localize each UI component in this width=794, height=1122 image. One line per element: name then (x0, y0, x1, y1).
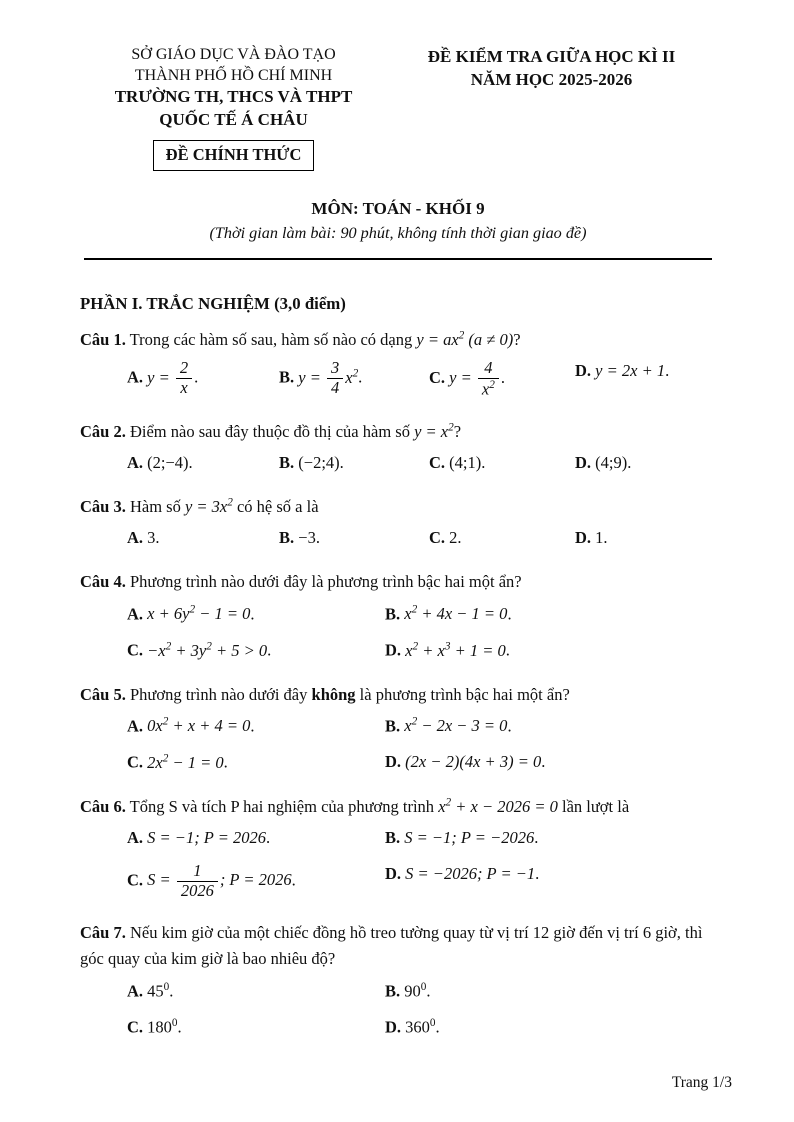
question (80, 569, 716, 668)
option-label: A. (127, 453, 144, 473)
fraction-numerator: 1 (177, 862, 218, 882)
answer-option: B. $x^2 - 2x - 3 = 0$. (385, 715, 512, 736)
header-divider (84, 258, 712, 260)
option-label: C. (127, 870, 144, 890)
option-label: A. (127, 367, 144, 387)
fraction-numerator: 3 (327, 359, 343, 379)
question-text: Câu 2. Điểm nào sau đây thuộc đồ thị của hàm số $y = x^2$? (80, 421, 462, 441)
answer-option: A. $45^0$. (127, 980, 174, 1001)
option-label: A. (127, 716, 144, 736)
option-label: D. (575, 528, 592, 548)
option-label: A. (127, 981, 144, 1001)
option-label: D. (575, 453, 592, 473)
answer-option: C. $180^0$. (127, 1017, 182, 1037)
answer-option: C. $-x^2 + 3y^2 + 5 > 0$. (127, 640, 272, 660)
document-header (80, 44, 716, 171)
option-label: B. (279, 453, 295, 473)
department-line-2: THÀNH PHỐ HỒ CHÍ MINH (134, 67, 333, 85)
answer-option: C. (4;1). (429, 453, 486, 473)
official-exam-badge: ĐỀ CHÍNH THỨC (153, 140, 315, 171)
answer-option: C. y = $\frac{4}{x^2}$ . (429, 358, 505, 399)
question-number: Câu 3. (80, 497, 126, 516)
option-label: C. (429, 368, 446, 388)
fraction-denominator: x (180, 378, 188, 398)
options-grid (80, 820, 716, 907)
department-line-1: SỞ GIÁO DỤC VÀ ĐÀO TẠO (131, 46, 336, 63)
options-grid (80, 708, 716, 781)
option-label: B. (385, 604, 401, 624)
option-label: A. (127, 528, 144, 548)
question-number: Câu 1. (80, 329, 126, 349)
options-grid (80, 353, 716, 405)
answer-option: B. $x^2 + 4x - 1 = 0$. (385, 603, 512, 624)
answer-option: A. 3. (127, 528, 160, 548)
question-text: Câu 5. Phương trình nào dưới đây không là phương trình bậc hai một ẩn? (80, 684, 570, 704)
answer-option: A. y = $\frac{2}{x}$ . (127, 358, 199, 398)
fraction-numerator: 4 (478, 359, 499, 379)
option-label: C. (127, 640, 144, 660)
question (80, 494, 716, 556)
options-grid (80, 520, 716, 556)
subject-title: MÔN: TOÁN - KHỐI 9 (311, 198, 485, 218)
question-text: Câu 4. Phương trình nào dưới đây là phương trình bậc hai một ẩn? (80, 572, 522, 592)
duration-note: (Thời gian làm bài: 90 phút, không tính thời gian giao đề) (209, 223, 587, 242)
exam-title: ĐỀ KIỂM TRA GIỮA HỌC KÌ II (427, 47, 676, 66)
question (80, 682, 716, 781)
answer-option: A. S = −1; P = 2026. (127, 828, 271, 848)
option-label: C. (127, 1017, 144, 1037)
question-number: Câu 7. (80, 923, 126, 943)
option-label: A. (127, 828, 144, 848)
page-number: Trang 1/3 (671, 1074, 732, 1091)
option-label: B. (279, 528, 295, 548)
question (80, 327, 716, 406)
option-label: C. (127, 752, 144, 772)
answer-option: A. (2;−4). (127, 453, 193, 473)
answer-option: C. $2x^2 - 1 = 0$. (127, 752, 228, 772)
answer-option: D. 1. (575, 528, 608, 548)
section-title: PHẦN I. TRẮC NGHIỆM (3,0 điểm) (80, 293, 346, 313)
question-number: Câu 2. (80, 421, 126, 441)
option-label: B. (385, 716, 401, 736)
option-label: D. (575, 361, 592, 381)
answer-option: D. (4;9). (575, 453, 632, 473)
answer-option: D. S = −2026; P = −1. (385, 864, 540, 884)
option-label: D. (385, 864, 402, 884)
options-grid (80, 445, 716, 481)
school-name-line-1: TRƯỜNG TH, THCS VÀ THPT (114, 87, 353, 107)
fraction (176, 359, 192, 398)
fraction-denominator: $x^2$ (481, 379, 495, 399)
answer-option: D. y = 2x + 1. (575, 361, 670, 381)
fraction (177, 862, 218, 901)
option-label: D. (385, 752, 402, 772)
answer-option: D. (2x − 2)(4x + 3) = 0. (385, 752, 546, 772)
answer-option: A. $x + 6y^2 - 1 = 0$. (127, 603, 255, 624)
question-number: Câu 5. (80, 684, 126, 704)
question-text: Câu 3. Hàm số $y = 3x^2$ có hệ số a là (80, 496, 319, 516)
fraction (327, 359, 343, 398)
answer-option: C. 2. (429, 528, 462, 548)
answer-option: B. −3. (279, 528, 320, 548)
answer-option: B. (−2;4). (279, 453, 344, 473)
option-label: D. (385, 1017, 402, 1037)
option-label: C. (429, 528, 446, 548)
answer-option: D. $x^2 + x^3 + 1 = 0$. (385, 640, 510, 660)
answer-option: D. $360^0$. (385, 1017, 440, 1037)
option-label: B. (385, 828, 401, 848)
question (80, 920, 716, 1046)
answer-option: B. $90^0$. (385, 980, 431, 1001)
question-text: Câu 7. Nếu kim giờ của một chiếc đồng hồ treo tường quay từ vị trí 12 giờ đến vị trí 6 giờ, thì góc quay của kim giờ là bao nhiêu độ? (80, 923, 703, 969)
answer-option: A. $0x^2 + x + 4 = 0$. (127, 715, 255, 736)
school-block (80, 44, 387, 171)
school-year: NĂM HỌC 2025-2026 (470, 70, 633, 90)
question-number: Câu 6. (80, 796, 126, 816)
question-text: Câu 6. Tổng S và tích P hai nghiệm của phương trình $x^2 + x - 2026 = 0$ lần lượt là (80, 796, 630, 816)
answer-option: B. S = −1; P = −2026. (385, 828, 539, 848)
option-label: A. (127, 604, 144, 624)
answer-option: C. S = $\frac{1}{2026}$ ; P = 2026. (127, 861, 296, 901)
exam-title-block (387, 44, 716, 92)
fraction (478, 359, 499, 399)
question-number: Câu 4. (80, 572, 126, 592)
options-grid (80, 596, 716, 669)
fraction-numerator: 2 (176, 359, 192, 379)
question-text: Câu 1. Trong các hàm số sau, hàm số nào có dạng $y = ax^2$ (a ≠ 0)? (80, 329, 521, 349)
fraction-denominator: 2026 (180, 881, 214, 901)
question (80, 794, 716, 907)
options-grid (80, 973, 716, 1046)
answer-option: B. y = $\frac{3}{4}$ $x^2$. (279, 358, 363, 398)
option-label: D. (385, 640, 402, 660)
school-name-line-2: QUỐC TẾ Á CHÂU (159, 109, 308, 129)
option-label: B. (385, 981, 401, 1001)
option-label: B. (279, 367, 295, 387)
questions-list (80, 327, 716, 1046)
option-label: C. (429, 453, 446, 473)
fraction-denominator: 4 (330, 378, 340, 398)
question (80, 419, 716, 481)
